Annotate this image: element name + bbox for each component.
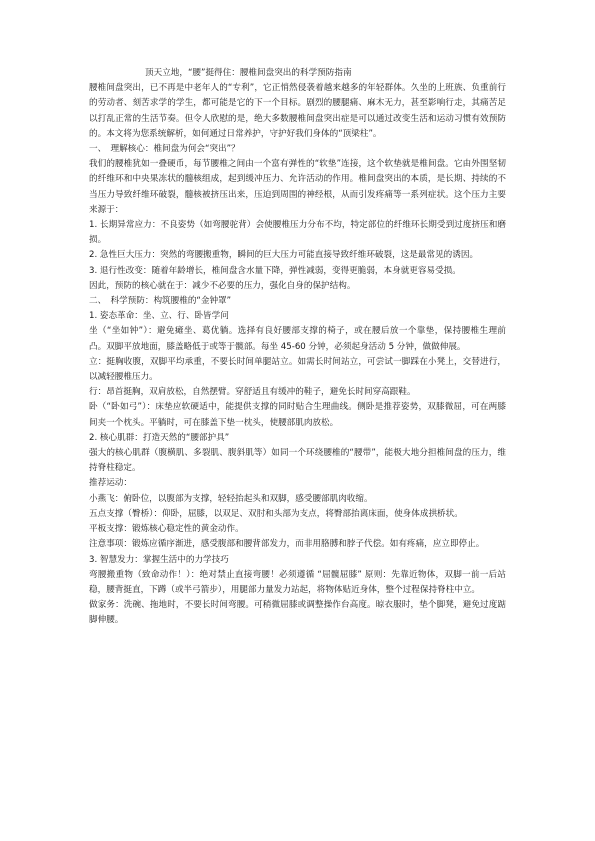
body-paragraph-lifting: 弯腰搬重物（致命动作！）：绝对禁止直接弯腰！必须遵循 “屈髋屈膝” 原则：先靠近物体，双脚一前一后站稳，腰背挺直，下蹲（或半弓箭步），用腿部力量发力站起，将物体贴近身体，整个过程保持脊柱中立。	[89, 569, 506, 595]
body-paragraph-housework: 做家务：洗碗、拖地时，不要长时间弯腰。可稍微屈膝或调整操作台高度。晾衣服时，垫个脚凳，避免过度踮脚伸腰。	[89, 600, 506, 626]
exercise-plank: 平板支撑：锻炼核心稳定性的黄金动作。	[89, 524, 244, 535]
list-item-pressure-3: 3. 退行性改变：随着年龄增长，椎间盘含水量下降，弹性减弱，变得更脆弱，本身就更容易受损。	[89, 265, 461, 276]
body-paragraph-lie: 卧（“卧如弓”）：床垫应软硬适中，能提供支撑的同时贴合生理曲线。侧卧是推荐姿势，双膝微屈，可在两膝间夹一个枕头。平躺时，可在膝盖下垫一枕头，使腰部肌肉放松。	[89, 402, 506, 428]
intro-paragraph: 腰椎间盘突出，已不再是中老年人的“专利”，它正悄然侵袭着越来越多的年轻群体。久坐的上班族、负重前行的劳动者、刻苦求学的学生，都可能是它的下一个目标。剧烈的腰腿痛、麻木无力，甚至影响行走，其痛苦足以打乱正常的生活节奏。但令人欣慰的是，绝大多数腰椎间盘突出症是可以通过改变生活和运动习惯有效预防的。本文将为您系统解析，如何通过日常养护，守护好我们身体的“顶梁柱”。	[89, 83, 506, 139]
label-recommended: 推荐运动：	[89, 478, 132, 489]
subheading-core: 2. 核心肌群：打造天然的“腰部护具”	[89, 432, 230, 443]
exercise-notes: 注意事项：锻炼应循序渐进，感受腹部和腰背部发力，而非用胳膊和脖子代偿。如有疼痛，应立即停止。	[89, 539, 485, 550]
document-title: 顶天立地，“腰”挺得住：腰椎间盘突出的科学预防指南	[145, 68, 352, 78]
section-heading-1: 一、 理解核心：椎间盘为何会“突出”？	[89, 144, 240, 155]
document-body	[89, 66, 506, 629]
body-paragraph: 我们的腰椎犹如一叠硬币，每节腰椎之间由一个富有弹性的“软垫”连接，这个软垫就是椎间盘。它由外围坚韧的纤维环和中央果冻状的髓核组成，起到缓冲压力、允许活动的作用。椎间盘突出的本质，是长期、持续的不当压力导致纤维环破裂，髓核被挤压出来，压迫到周围的神经根，从而引发疼痛等一系列症状。这个压力主要来源于：	[89, 159, 506, 215]
list-item-pressure-2: 2. 急性巨大压力：突然的弯腰搬重物，瞬间的巨大压力可能直接导致纤维环破裂，这是最常见的诱因。	[89, 250, 479, 261]
body-paragraph-stand: 立：挺胸收腹，双脚平均承重，不要长时间单腿站立。如需长时间站立，可尝试一脚踩在小凳上，交替进行，以减轻腰椎压力。	[89, 356, 506, 383]
list-item-pressure-1: 1. 长期异常应力：不良姿势（如弯腰驼背）会使腰椎压力分布不均，特定部位的纤维环长期受到过度挤压和磨损。	[89, 220, 506, 246]
exercise-bridge: 五点支撑（臀桥）：仰卧，屈膝，以双足、双肘和头部为支点，将臀部抬离床面，使身体成拱桥状。	[89, 508, 463, 519]
body-paragraph-sit: 坐（“坐如钟”）：避免瘫坐、葛优躺。选择有良好腰部支撑的椅子，或在腰后放一个靠垫，保持腰椎生理前凸。双脚平放地面，膝盖略低于或等于髋部。每坐 45-60 分钟，必须起身活动 5 分钟，做做伸展。	[89, 326, 506, 352]
subheading-posture: 1. 姿态革命：坐、立、行、卧皆学问	[89, 311, 229, 322]
subheading-mechanics: 3. 智慧发力：掌握生活中的力学技巧	[89, 554, 229, 565]
body-paragraph-core: 强大的核心肌群（腹横肌、多裂肌、腹斜肌等）如同一个环绕腰椎的“腰带”，能极大地分担椎间盘的压力，维持脊柱稳定。	[89, 448, 506, 474]
section-heading-2: 二、 科学预防：构筑腰椎的“金钟罩”	[89, 296, 232, 307]
body-paragraph: 因此，预防的核心就在于：减少不必要的压力，强化自身的保护结构。	[89, 280, 356, 291]
body-paragraph-walk: 行：昂首挺胸，双肩放松，自然摆臂。穿舒适且有缓冲的鞋子，避免长时间穿高跟鞋。	[89, 387, 416, 398]
exercise-swallow: 小燕飞：俯卧位，以腹部为支撑，轻轻抬起头和双脚，感受腰部肌肉收缩。	[89, 493, 373, 504]
